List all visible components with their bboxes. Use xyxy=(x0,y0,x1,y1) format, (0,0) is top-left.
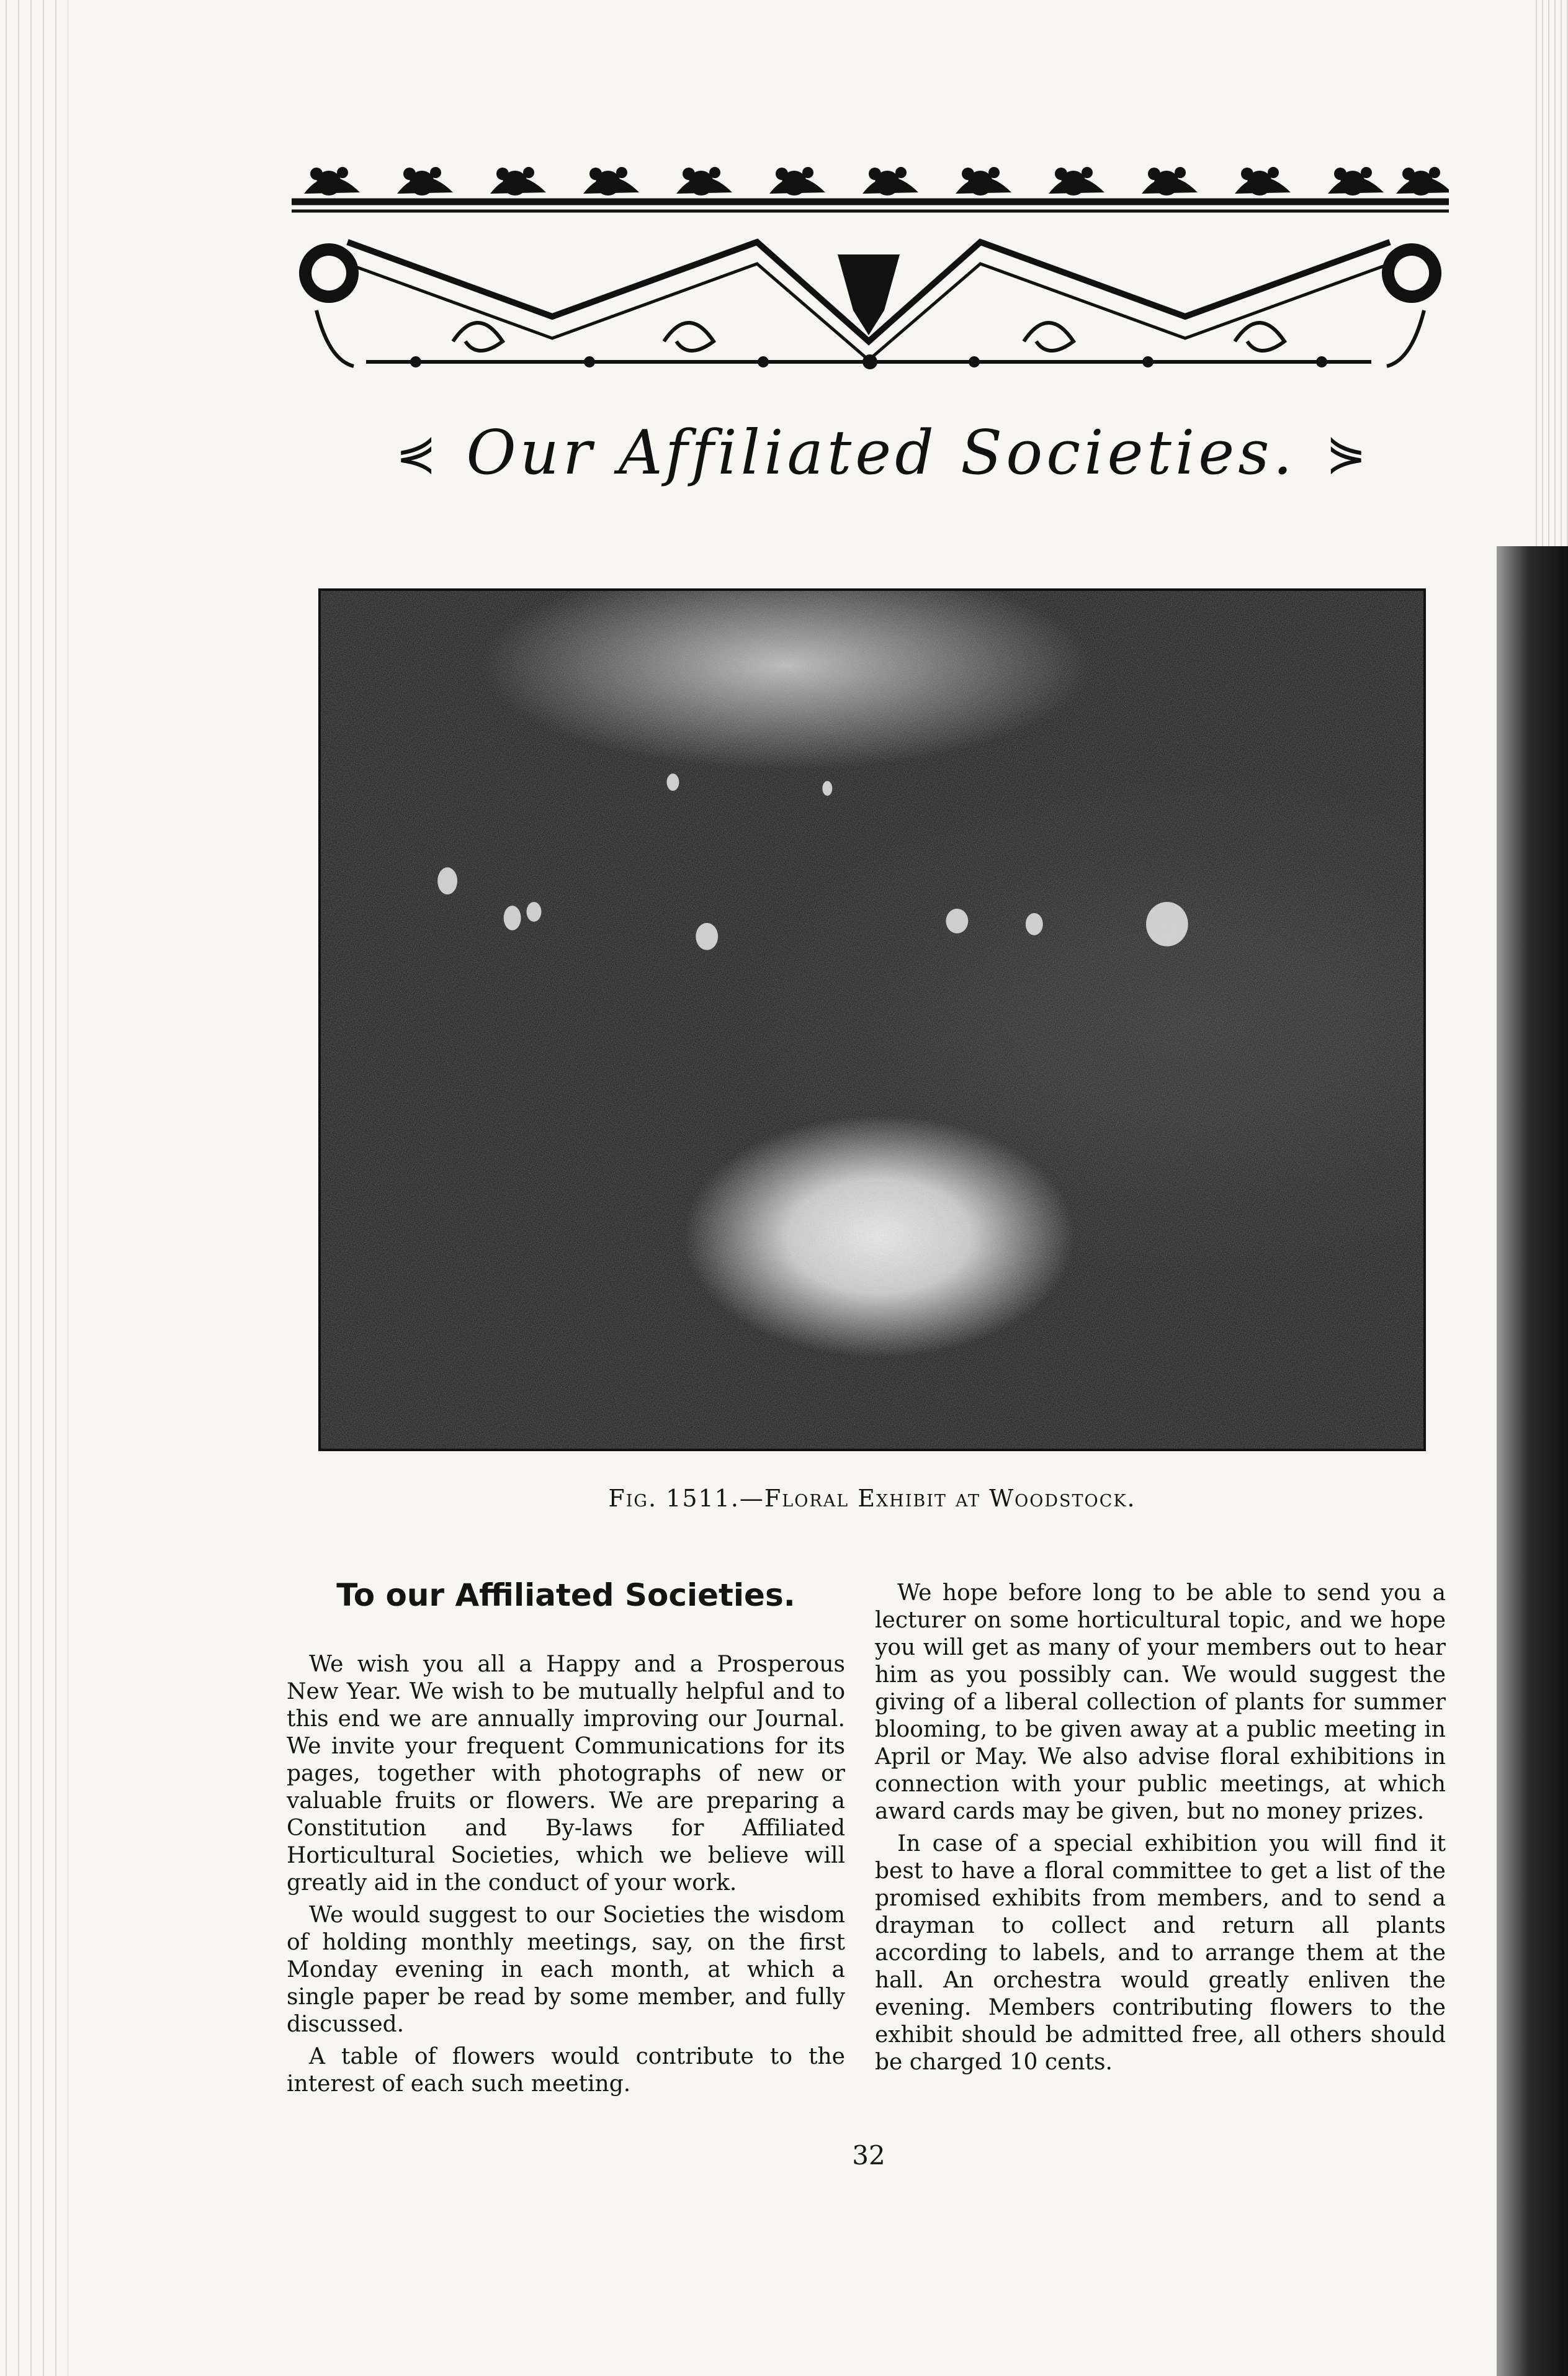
right-paragraph-1: We hope before long to be able to send you a lecturer on some horticultural topic, and we hope you will get as many of your members out to hear him as you possibly can. We would suggest the giving of a liberal collection of plants for summer blooming, to be given away at a public meeting in April or May. We also advise floral exhibitions in connection with your public meetings, at which award cards may be given, but no money prizes. xyxy=(875,1580,1446,1824)
flourish-right-icon: ⋟ xyxy=(1325,425,1367,481)
article-left-column xyxy=(287,1577,845,2103)
photo-texture xyxy=(321,591,1423,1449)
floral-exhibit-photo xyxy=(318,588,1426,1451)
left-paragraph-1: We wish you all a Happy and a Prosperous New Year. We wish to be mutually helpful and to this end we are annually improving our Journal. We invite your frequent Communications for its pages, together with photographs of new or valuable fruits or flowers. We are preparing a Constitution and By-laws for Affiliated Horticultural Societies, which we believe will greatly aid in the conduct of your work. xyxy=(287,1652,845,1896)
floral-border-icon xyxy=(292,155,1449,385)
scan-edge-right-top xyxy=(1531,0,1568,546)
ornamental-header-band xyxy=(292,155,1449,385)
scan-edge-left xyxy=(0,0,68,2376)
article-right-column xyxy=(875,1580,1446,2081)
article-heading: To our Affiliated Societies. xyxy=(336,1577,795,1613)
page-title xyxy=(396,403,1367,503)
flourish-left-icon: ⋞ xyxy=(396,425,437,481)
figure-caption: Fig. 1511.—Floral Exhibit at Woodstock. xyxy=(608,1485,1136,1512)
scan-edge-right xyxy=(1497,546,1568,2376)
left-paragraph-3: A table of flowers would contribute to the interest of each such meeting. xyxy=(287,2044,845,2097)
right-paragraph-2: In case of a special exhibition you will find it best to have a floral committee to get a list of the promised exhibits from members, and to send a drayman to collect and return all plants according to labels, and to arrange them at the hall. An orchestra would greatly enliven the evening. Members contributing flowers to the exhibit should be admitted free, all others should be charged 10 cents. xyxy=(875,1831,1446,2075)
page-number: 32 xyxy=(852,2140,885,2171)
left-paragraph-2: We would suggest to our Societies the wisdom of holding monthly meetings, say, on the first Monday evening in each month, at which a single paper be read by some member, and fully discussed. xyxy=(287,1902,845,2037)
page-title-text: Our Affiliated Societies. xyxy=(466,418,1296,488)
